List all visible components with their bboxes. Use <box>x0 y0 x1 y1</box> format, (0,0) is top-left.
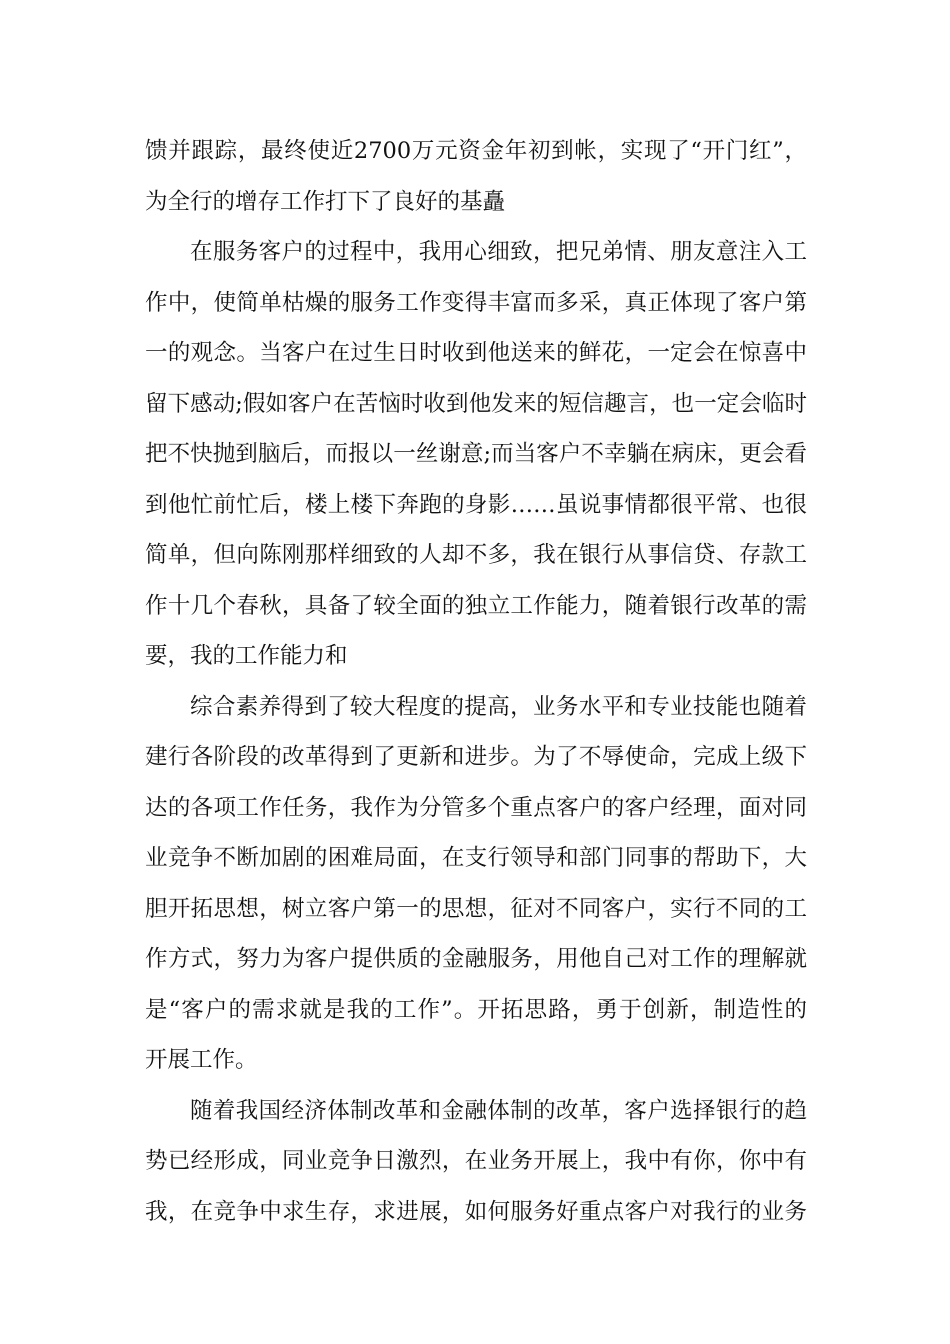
text-line: 为全行的增存工作打下了良好的基矗 <box>145 188 506 215</box>
text-line: 在服务客户的过程中，我用心细致，把兄弟情、朋友意注入工 <box>190 239 807 265</box>
text-line: 馈并跟踪，最终使近2700万元资金年初到帐，实现了“开门红”， <box>145 138 807 164</box>
paragraph <box>145 126 807 227</box>
text-line: 要，我的工作能力和 <box>145 643 348 669</box>
text-line: 达的各项工作任务，我作为分管多个重点客户的客户经理，面对同 <box>145 794 807 821</box>
paragraph <box>145 1086 807 1238</box>
text-line: 综合素养得到了较大程度的提高，业务水平和专业技能也随着 <box>190 693 807 720</box>
text-line: 留下感动;假如客户在苦恼时收到他发来的短信趣言，也一定会临时 <box>145 390 807 417</box>
paragraph <box>145 227 807 682</box>
text-line: 是“客户的需求就是我的工作”。开拓思路，勇于创新，制造性的 <box>145 996 807 1023</box>
text-line: 作中，使简单枯燥的服务工作变得丰富而多采，真正体现了客户第 <box>145 289 807 316</box>
text-line: 我，在竞争中求生存，求进展，如何服务好重点客户对我行的业务 <box>145 1198 807 1225</box>
paragraph <box>145 682 807 1086</box>
text-line: 胆开拓思想，树立客户第一的思想，征对不同客户，实行不同的工 <box>145 895 807 922</box>
text-line: 业竞争不断加剧的困难局面，在支行领导和部门同事的帮助下，大 <box>145 845 807 871</box>
document-body <box>145 126 807 1237</box>
text-line: 开展工作。 <box>145 1047 258 1073</box>
text-line: 势已经形成，同业竞争日激烈，在业务开展上，我中有你，你中有 <box>145 1148 807 1174</box>
text-line: 简单，但向陈刚那样细致的人却不多，我在银行从事信贷、存款工 <box>145 542 807 568</box>
text-line: 作方式，努力为客户提供质的金融服务，用他自己对工作的理解就 <box>145 946 807 972</box>
text-line: 把不快抛到脑后，而报以一丝谢意;而当客户不幸躺在病床，更会看 <box>145 441 807 467</box>
text-line: 作十几个春秋，具备了较全面的独立工作能力，随着银行改革的需 <box>145 592 807 619</box>
text-line: 一的观念。当客户在过生日时收到他送来的鲜花，一定会在惊喜中 <box>145 340 807 366</box>
text-line: 到他忙前忙后，楼上楼下奔跑的身影……虽说事情都很平常、也很 <box>145 491 807 518</box>
text-line: 随着我国经济体制改革和金融体制的改革，客户选择银行的趋 <box>190 1097 807 1124</box>
text-line: 建行各阶段的改革得到了更新和进步。为了不辱使命，完成上级下 <box>145 744 807 770</box>
